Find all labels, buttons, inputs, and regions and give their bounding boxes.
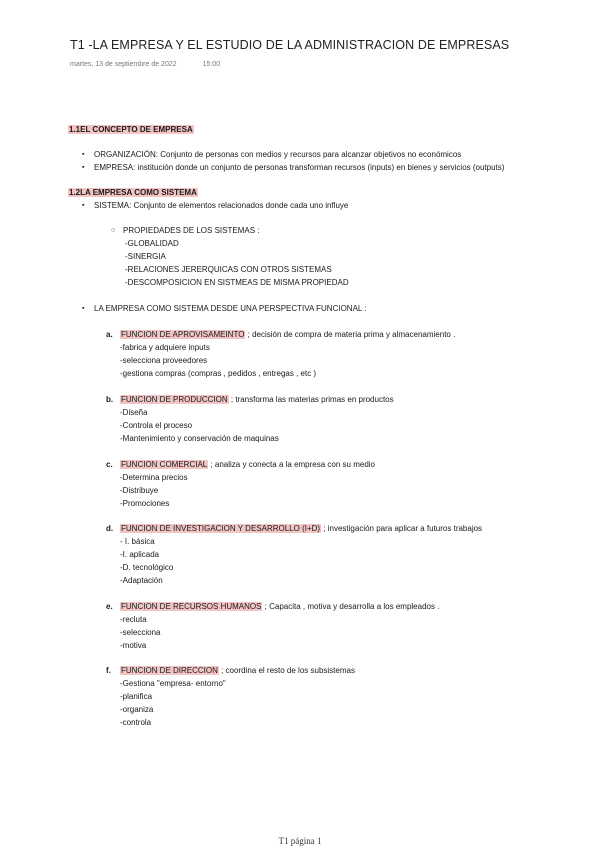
page-date: martes, 13 de septiembre de 2022 [70, 61, 177, 68]
funcion-e-item: -selecciona [120, 628, 161, 637]
s2-item-sistema: ▪ SISTEMA: Conjunto de elementos relacionados donde cada uno influye [94, 201, 348, 211]
funcion-a-name: FUNCION DE APROVISAMEINTO [121, 330, 245, 339]
funcion-c-line [120, 460, 375, 470]
funcion-d-line [120, 524, 482, 534]
s2-item-perspectiva: ▪ LA EMPRESA COMO SISTEMA DESDE UNA PERSPECTIVA FUNCIONAL : [94, 304, 367, 314]
propiedad-sinergia: -SINERGIA [125, 252, 166, 261]
ring-bullet-icon: ○ [111, 227, 116, 234]
propiedades-title: PROPIEDADES DE LOS SISTEMAS : [123, 226, 260, 235]
list-marker-f: f. [106, 666, 111, 675]
funcion-f-item: -organiza [120, 705, 154, 714]
funcion-c-item: -Determina precios [120, 473, 188, 482]
page-time: 15:00 [202, 61, 221, 68]
page-footer: T1 página 1 [278, 836, 322, 846]
list-marker-d: d. [106, 524, 114, 533]
funcion-b-name: FUNCION DE PRODUCCION [121, 395, 228, 404]
funcion-e-line [120, 602, 439, 612]
funcion-d-name: FUNCION DE INVESTIGACION Y DESARROLLO (I+D) [121, 524, 321, 533]
funcion-f-line [120, 666, 355, 676]
funcion-a-item: -fabrica y adquiere inputs [120, 343, 210, 352]
funcion-d-item: -D. tecnológico [120, 563, 174, 572]
funcion-a-desc: ; decisión de compra de materia prima y almacenamiento . [245, 330, 456, 339]
section-1-1-heading [68, 125, 194, 135]
funcion-e-item: -recluta [120, 615, 147, 624]
propiedad-descomposicion: -DESCOMPOSICION EN SISTMEAS DE MISMA PROPIEDAD [125, 278, 349, 287]
propiedad-globalidad: -GLOBALIDAD [125, 239, 179, 248]
funcion-b-line [120, 395, 394, 405]
funcion-d-desc: ; investigación para aplicar a futuros trabajos [321, 524, 483, 533]
funcion-b-desc: ; transforma las materias primas en productos [228, 395, 394, 404]
funcion-e-item: -motiva [120, 641, 147, 650]
section-1-2-heading-text: 1.2LA EMPRESA COMO SISTEMA [69, 188, 197, 197]
funcion-c-name: FUNCION COMERCIAL [121, 460, 208, 469]
page-title: T1 -LA EMPRESA Y EL ESTUDIO DE LA ADMINISTRACION DE EMPRESAS [70, 38, 510, 52]
list-marker-a: a. [106, 330, 113, 339]
section-1-2-heading [68, 188, 198, 198]
list-marker-e: e. [106, 602, 113, 611]
funcion-b-item: -Controla el proceso [120, 421, 193, 430]
list-marker-c: c. [106, 460, 113, 469]
funcion-c-item: -Promociones [120, 499, 170, 508]
funcion-d-item: - I. básica [120, 537, 155, 546]
propiedad-relaciones: -RELACIONES JERERQUICAS CON OTROS SISTEMAS [125, 265, 332, 274]
s1-item-organizacion: ▪ ORGANIZACIÓN: Conjunto de personas con medios y recursos para alcanzar objetivos no económicos [94, 150, 461, 160]
section-1-1-heading-text: 1.1EL CONCEPTO DE EMPRESA [69, 125, 193, 134]
funcion-f-item: -controla [120, 718, 152, 727]
funcion-a-item: -selecciona proveedores [120, 356, 208, 365]
funcion-a-line [120, 330, 455, 340]
funcion-c-desc: ; analiza y conecta a la empresa con su medio [208, 460, 375, 469]
funcion-f-desc: ; coordina el resto de los subsistemas [218, 666, 355, 675]
funcion-f-name: FUNCION DE DIRECCION [121, 666, 218, 675]
page-meta [70, 61, 220, 68]
funcion-d-item: -Adaptación [120, 576, 163, 585]
funcion-e-name: FUNCION DE RECURSOS HUMANOS [121, 602, 262, 611]
funcion-b-item: -Diseña [120, 408, 148, 417]
funcion-f-item: -Gestiona "empresa- entorno" [120, 679, 226, 688]
funcion-b-item: -Mantenimiento y conservación de maquinas [120, 434, 279, 443]
s1-item-empresa: ▪ EMPRESA: institución donde un conjunto de personas transforman recursos (inputs) en bienes y servicios (outputs) [94, 163, 504, 173]
list-marker-b: b. [106, 395, 114, 404]
funcion-f-item: -planifica [120, 692, 153, 701]
funcion-d-item: -I. aplicada [120, 550, 160, 559]
funcion-a-item: -gestiona compras (compras , pedidos , entregas , etc ) [120, 369, 317, 378]
funcion-c-item: -Distribuye [120, 486, 159, 495]
funcion-e-desc: ; Capacita , motiva y desarrolla a los empleados . [262, 602, 440, 611]
